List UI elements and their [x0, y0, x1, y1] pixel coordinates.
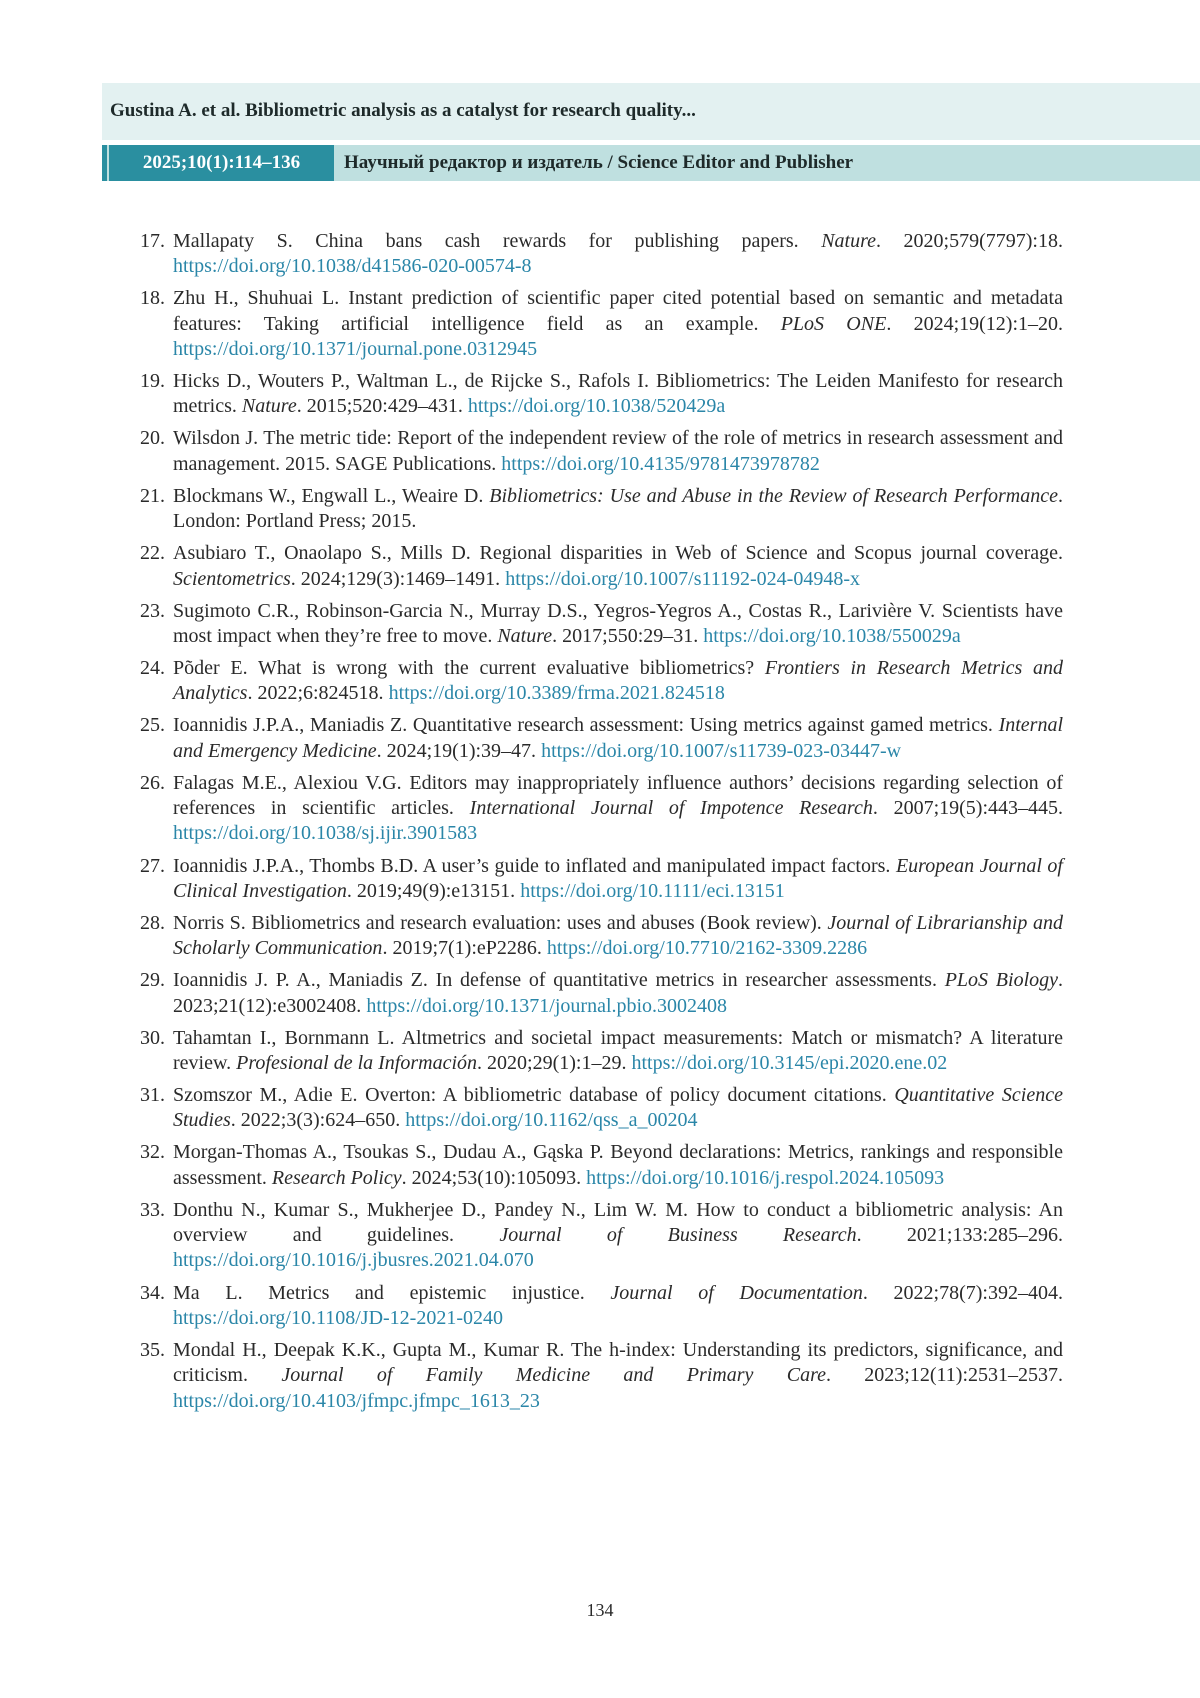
reference-source: Journal of Documentation [610, 1282, 862, 1304]
reference-details: . 2022;6:824518. [247, 682, 388, 704]
reference-item [140, 1198, 1063, 1274]
reference-text [173, 369, 1063, 420]
reference-text [173, 1338, 1063, 1414]
doi-link[interactable]: https://doi.org/10.3389/frma.2021.824518 [389, 682, 725, 704]
reference-details: . 2023;21(12):e3002408. [173, 969, 1063, 1016]
reference-authors-title: Falagas M.E., Alexiou V.G. Editors may inappropriately influence authors’ decisions regarding selection of references in scientific articles. [173, 772, 1063, 819]
reference-authors-title: Ioannidis J. P. A., Maniadis Z. In defense of quantitative metrics in researcher assessments. [173, 969, 945, 991]
reference-source: PLoS Biology [945, 969, 1058, 991]
reference-text [173, 968, 1063, 1019]
reference-item [140, 599, 1063, 650]
reference-details: . 2024;53(10):105093. [402, 1167, 586, 1189]
reference-text [173, 541, 1063, 592]
reference-number: 31. [140, 1083, 173, 1134]
doi-link[interactable]: https://doi.org/10.4135/9781473978782 [501, 453, 820, 475]
doi-link[interactable]: https://doi.org/10.7710/2162-3309.2286 [547, 937, 867, 959]
reference-authors-title: Põder E. What is wrong with the current evaluative bibliometrics? [173, 657, 765, 679]
reference-item [140, 1140, 1063, 1191]
reference-number: 17. [140, 229, 173, 280]
reference-item [140, 1026, 1063, 1077]
reference-source: Quantitative Science Studies [173, 1084, 1063, 1131]
reference-details: . 2020;29(1):1–29. [477, 1052, 631, 1074]
reference-item [140, 484, 1063, 535]
reference-text [173, 286, 1063, 362]
reference-number: 30. [140, 1026, 173, 1077]
reference-details: . 2021;133:285–296. [857, 1224, 1063, 1246]
reference-number: 20. [140, 426, 173, 477]
reference-source: Scientometrics [173, 568, 291, 590]
reference-number: 29. [140, 968, 173, 1019]
reference-item [140, 1338, 1063, 1414]
reference-number: 22. [140, 541, 173, 592]
reference-item [140, 771, 1063, 847]
doi-link[interactable]: https://doi.org/10.3145/epi.2020.ene.02 [631, 1052, 947, 1074]
reference-source: International Journal of Impotence Research [470, 797, 873, 819]
reference-number: 19. [140, 369, 173, 420]
reference-source: Nature [242, 395, 297, 417]
reference-details: . 2024;19(12):1–20. [886, 313, 1063, 335]
reference-source: Frontiers in Research Metrics and Analytics [173, 657, 1063, 704]
reference-source: Internal and Emergency Medicine [173, 714, 1063, 761]
reference-authors-title: Zhu H., Shuhuai L. Instant prediction of scientific paper cited potential based on semantic and metadata features: Taking artificial intelligence field as an example. [173, 287, 1063, 334]
reference-text [173, 426, 1063, 477]
reference-authors-title: Donthu N., Kumar S., Mukherjee D., Pandey N., Lim W. M. How to conduct a bibliometric analysis: An overview and guidelines. [173, 1199, 1063, 1246]
doi-link[interactable]: https://doi.org/10.1038/sj.ijir.3901583 [173, 822, 477, 844]
reference-text [173, 1198, 1063, 1274]
doi-link[interactable]: https://doi.org/10.1108/JD-12-2021-0240 [173, 1307, 503, 1329]
reference-source: Journal of Librarianship and Scholarly Communication [173, 912, 1063, 959]
reference-number: 27. [140, 854, 173, 905]
doi-link[interactable]: https://doi.org/10.1016/j.respol.2024.105093 [586, 1167, 944, 1189]
reference-authors-title: Asubiaro T., Onaolapo S., Mills D. Regional disparities in Web of Science and Scopus journal coverage. [173, 542, 1063, 564]
reference-authors-title: Morgan-Thomas A., Tsoukas S., Dudau A., Gąska P. Beyond declarations: Metrics, rankings and responsible assessment. [173, 1141, 1063, 1188]
reference-item [140, 541, 1063, 592]
page-number: 134 [0, 1600, 1200, 1621]
reference-details: . 2022;78(7):392–404. [863, 1282, 1063, 1304]
reference-details: . 2019;49(9):e13151. [347, 880, 520, 902]
reference-authors-title: Norris S. Bibliometrics and research evaluation: uses and abuses (Book review). [173, 912, 827, 934]
doi-link[interactable]: https://doi.org/10.1038/d41586-020-00574-8 [173, 255, 532, 277]
running-title: Gustina A. et al. Bibliometric analysis as a catalyst for research quality... [110, 100, 696, 122]
reference-authors-title: Ioannidis J.P.A., Thombs B.D. A user’s guide to inflated and manipulated impact factors. [173, 855, 896, 877]
reference-authors-title: Hicks D., Wouters P., Waltman L., de Rijcke S., Rafols I. Bibliometrics: The Leiden Manifesto for research metrics. [173, 370, 1063, 417]
reference-number: 33. [140, 1198, 173, 1274]
reference-list [140, 229, 1063, 1421]
reference-item [140, 426, 1063, 477]
reference-details: . 2023;12(11):2531–2537. [826, 1364, 1063, 1386]
reference-details: . 2015;520:429–431. [297, 395, 468, 417]
reference-item [140, 1083, 1063, 1134]
reference-item [140, 713, 1063, 764]
reference-text [173, 229, 1063, 280]
reference-source: PLoS ONE [781, 313, 887, 335]
reference-source: Bibliometrics: Use and Abuse in the Review of Research Performance [489, 485, 1058, 507]
doi-link[interactable]: https://doi.org/10.1162/qss_a_00204 [405, 1109, 697, 1131]
reference-authors-title: Mallapaty S. China bans cash rewards for publishing papers. [173, 230, 821, 252]
doi-link[interactable]: https://doi.org/10.1371/journal.pbio.3002408 [366, 995, 727, 1017]
reference-number: 25. [140, 713, 173, 764]
reference-source: Profesional de la Información [236, 1052, 477, 1074]
reference-details: . 2007;19(5):443–445. [873, 797, 1063, 819]
reference-details: . 2022;3(3):624–650. [231, 1109, 405, 1131]
reference-item [140, 369, 1063, 420]
doi-link[interactable]: https://doi.org/10.1038/550029a [703, 625, 960, 647]
reference-text [173, 713, 1063, 764]
reference-number: 35. [140, 1338, 173, 1414]
reference-text [173, 599, 1063, 650]
reference-authors-title: Sugimoto C.R., Robinson-Garcia N., Murray D.S., Yegros-Yegros A., Costas R., Larivière V. Scientists have most impact when they’re free to move. [173, 600, 1063, 647]
reference-number: 21. [140, 484, 173, 535]
doi-link[interactable]: https://doi.org/10.1016/j.jbusres.2021.04.070 [173, 1249, 534, 1271]
reference-item [140, 229, 1063, 280]
bar-accent [102, 145, 107, 181]
reference-authors-title: Wilsdon J. The metric tide: Report of the independent review of the role of metrics in research assessment and management. 2015. SAGE Publications. [173, 427, 1063, 474]
reference-item [140, 968, 1063, 1019]
issue-label: 2025;10(1):114–136 [109, 145, 334, 181]
reference-item [140, 656, 1063, 707]
reference-number: 34. [140, 1281, 173, 1332]
reference-authors-title: Szomszor M., Adie E. Overton: A bibliometric database of policy document citations. [173, 1084, 894, 1106]
reference-number: 24. [140, 656, 173, 707]
reference-number: 18. [140, 286, 173, 362]
reference-number: 26. [140, 771, 173, 847]
reference-details: . 2024;129(3):1469–1491. [291, 568, 505, 590]
reference-authors-title: Ioannidis J.P.A., Maniadis Z. Quantitative research assessment: Using metrics against gamed metrics. [173, 714, 999, 736]
reference-number: 28. [140, 911, 173, 962]
journal-bar [102, 145, 1200, 181]
reference-text [173, 1281, 1063, 1332]
reference-details: . 2020;579(7797):18. [876, 230, 1063, 252]
reference-text [173, 1083, 1063, 1134]
reference-item [140, 286, 1063, 362]
reference-text [173, 656, 1063, 707]
reference-details: . 2019;7(1):eP2286. [382, 937, 546, 959]
reference-source: Nature [497, 625, 552, 647]
doi-link[interactable]: https://doi.org/10.1007/s11739-023-03447-w [541, 740, 901, 762]
reference-item [140, 1281, 1063, 1332]
reference-source: European Journal of Clinical Investigation [173, 855, 1063, 902]
reference-source: Research Policy [272, 1167, 402, 1189]
doi-link[interactable]: https://doi.org/10.1111/eci.13151 [520, 880, 785, 902]
reference-text [173, 484, 1063, 535]
reference-source: Journal of Family Medicine and Primary Care [281, 1364, 826, 1386]
doi-link[interactable]: https://doi.org/10.1038/520429a [468, 395, 725, 417]
reference-authors-title: Mondal H., Deepak K.K., Gupta M., Kumar R. The h-index: Understanding its predictors, significance, and criticism. [173, 1339, 1063, 1386]
reference-authors-title: Blockmans W., Engwall L., Weaire D. [173, 485, 489, 507]
reference-text [173, 771, 1063, 847]
doi-link[interactable]: https://doi.org/10.4103/jfmpc.jfmpc_1613_23 [173, 1390, 540, 1412]
reference-text [173, 1140, 1063, 1191]
reference-item [140, 911, 1063, 962]
journal-name: Научный редактор и издатель / Science Editor and Publisher [344, 145, 853, 181]
reference-text [173, 1026, 1063, 1077]
reference-source: Journal of Business Research [499, 1224, 856, 1246]
running-header [102, 83, 1200, 140]
reference-source: Nature [821, 230, 876, 252]
reference-number: 32. [140, 1140, 173, 1191]
reference-item [140, 854, 1063, 905]
reference-text [173, 911, 1063, 962]
reference-details: . London: Portland Press; 2015. [173, 485, 1063, 532]
reference-authors-title: Ma L. Metrics and epistemic injustice. [173, 1282, 610, 1304]
reference-details: . 2017;550:29–31. [552, 625, 703, 647]
reference-text [173, 854, 1063, 905]
reference-authors-title: Tahamtan I., Bornmann L. Altmetrics and societal impact measurements: Match or mismatch? A literature review. [173, 1027, 1063, 1074]
doi-link[interactable]: https://doi.org/10.1371/journal.pone.0312945 [173, 338, 537, 360]
doi-link[interactable]: https://doi.org/10.1007/s11192-024-04948-x [505, 568, 860, 590]
reference-details: . 2024;19(1):39–47. [377, 740, 541, 762]
reference-number: 23. [140, 599, 173, 650]
